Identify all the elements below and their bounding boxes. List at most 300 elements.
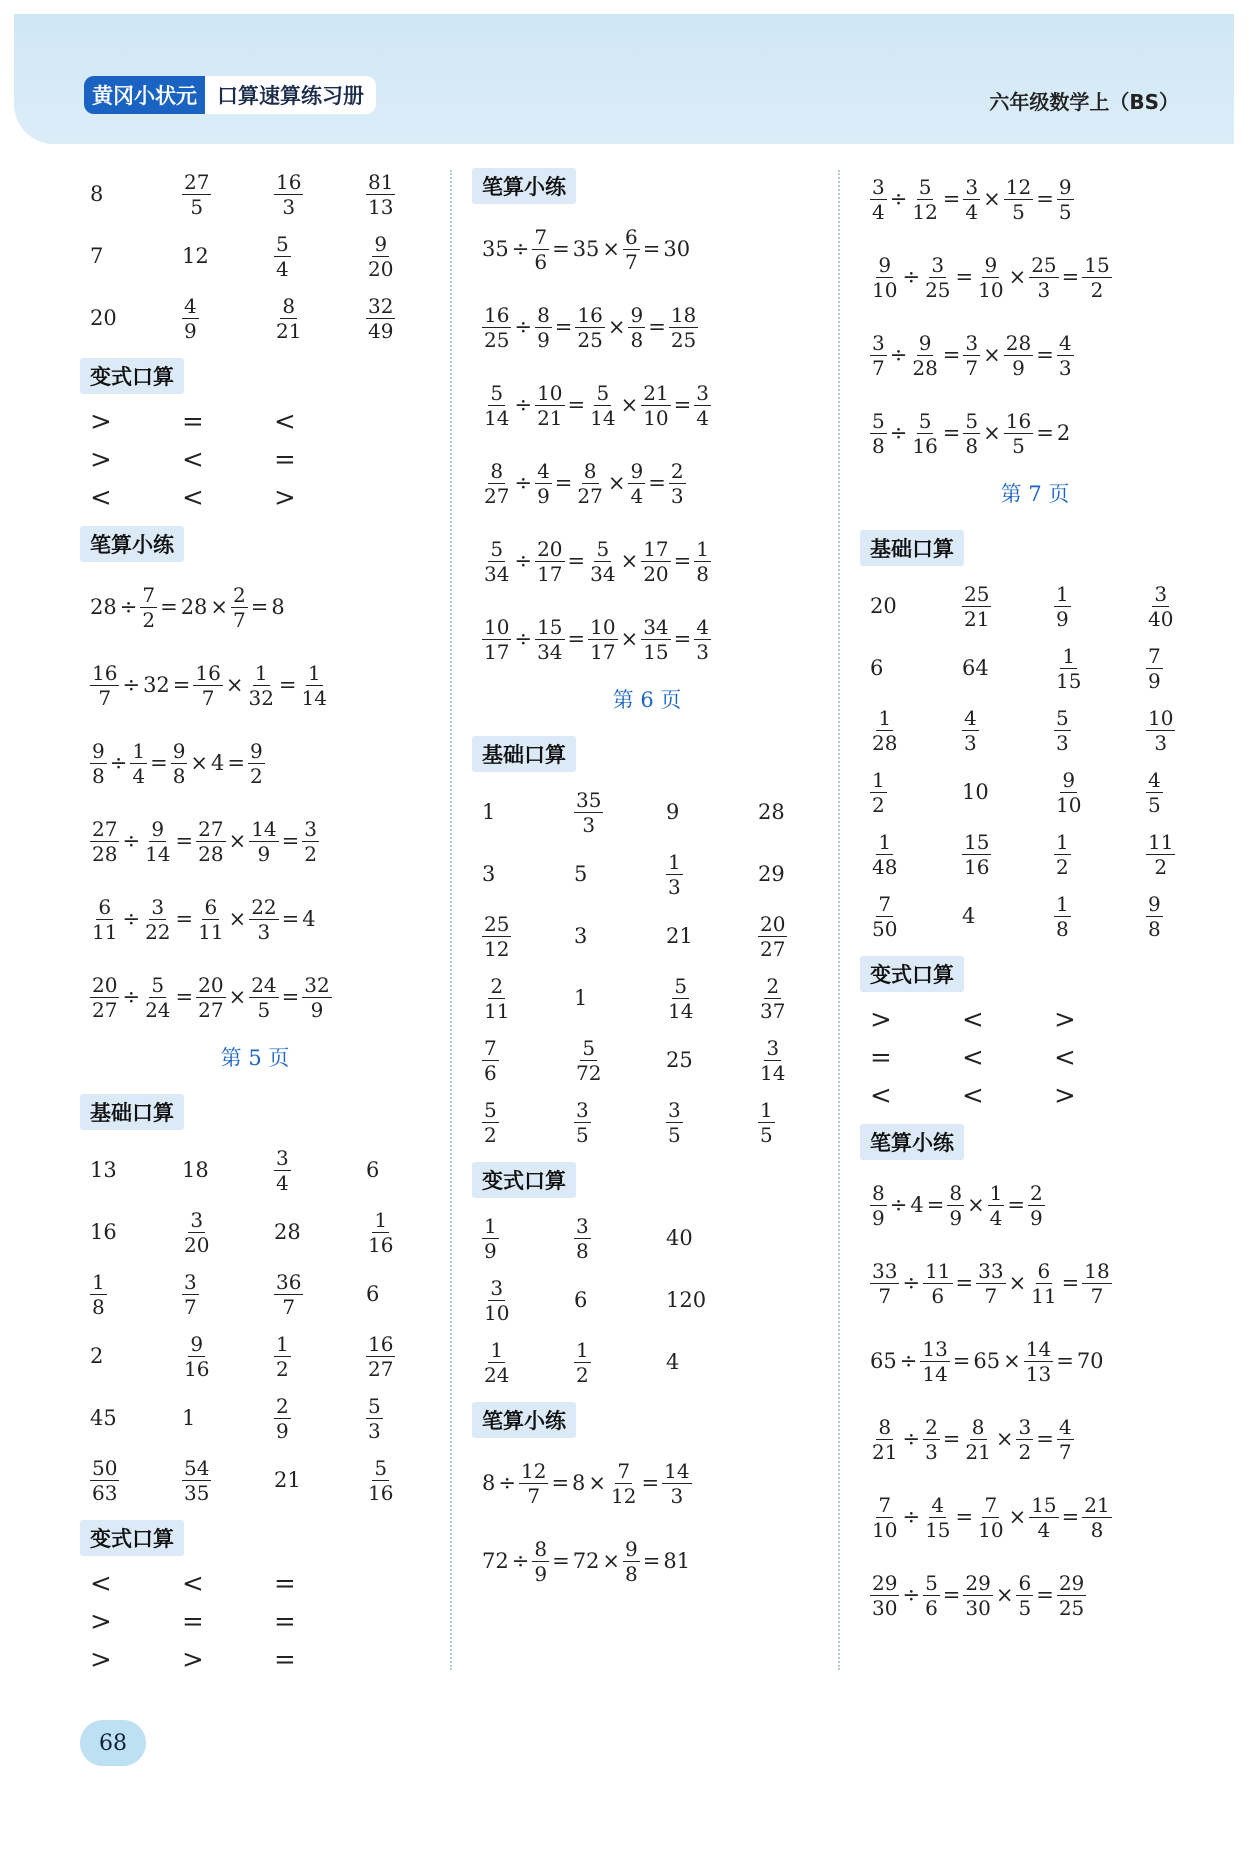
denominator: 7 <box>98 685 112 710</box>
answer-cell <box>366 166 458 222</box>
value: > <box>182 1645 204 1675</box>
answer-cell <box>366 1204 458 1260</box>
numerator: 25 <box>1031 252 1057 277</box>
denominator: 8 <box>92 763 105 788</box>
answer-cell <box>182 1390 274 1446</box>
denominator: 3 <box>1058 355 1072 380</box>
denominator: 9 <box>537 327 550 352</box>
operator: × <box>967 1193 985 1217</box>
numerator: 25 <box>484 911 510 936</box>
fraction <box>870 174 887 224</box>
fraction <box>143 972 172 1022</box>
answer-cell <box>666 908 758 964</box>
numerator: 3 <box>576 1097 589 1122</box>
equation <box>90 568 440 646</box>
answer-grid <box>90 166 440 346</box>
denominator: 9 <box>184 318 197 343</box>
answer-cell <box>870 578 962 634</box>
denominator: 4 <box>965 199 979 224</box>
answer-cell <box>182 166 274 222</box>
fraction <box>182 1269 199 1319</box>
numerator: 4 <box>931 1492 945 1517</box>
fraction <box>1054 643 1083 693</box>
answer-cell <box>274 228 366 284</box>
fraction <box>1057 174 1074 224</box>
denominator: 16 <box>368 1480 394 1505</box>
value: 2 <box>90 1344 104 1368</box>
numerator: 1 <box>668 849 681 874</box>
value: 70 <box>1076 1349 1104 1373</box>
denominator: 20 <box>368 256 394 281</box>
fraction <box>963 174 980 224</box>
denominator: 2 <box>1018 1439 1032 1464</box>
value: < <box>1054 1043 1076 1073</box>
numerator: 9 <box>630 458 644 483</box>
numerator: 20 <box>760 911 786 936</box>
equation <box>482 1522 832 1600</box>
numerator: 10 <box>1148 705 1174 730</box>
denominator: 63 <box>92 1480 118 1505</box>
equation <box>870 1322 1220 1400</box>
answer-cell <box>366 1452 458 1508</box>
denominator: 11 <box>92 919 118 944</box>
answer-cell <box>90 1390 182 1446</box>
fraction <box>870 330 887 380</box>
answer-cell <box>182 1266 274 1322</box>
value: < <box>870 1081 892 1111</box>
answer-cell <box>666 784 758 840</box>
answer-cell <box>666 970 758 1026</box>
operator: ÷ <box>122 907 141 931</box>
section-title: 基础口算 <box>860 530 964 566</box>
fraction <box>274 169 303 219</box>
denominator: 9 <box>310 997 324 1022</box>
answer-cell <box>90 444 182 476</box>
denominator: 7 <box>233 607 246 632</box>
numerator: 81 <box>368 169 394 194</box>
value: 8 <box>482 1471 496 1495</box>
operator: = <box>567 549 586 573</box>
equation <box>870 1244 1220 1322</box>
denominator: 27 <box>198 997 224 1022</box>
operator: = <box>955 1271 974 1295</box>
fraction <box>90 1269 107 1319</box>
page-label: 第 7 页 <box>1000 482 1070 506</box>
value: 72 <box>572 1549 600 1573</box>
value: 29 <box>758 862 785 886</box>
fraction <box>366 1393 383 1443</box>
fraction <box>575 458 604 508</box>
operator: = <box>567 393 586 417</box>
column-3 <box>850 160 1220 1634</box>
fraction <box>574 1213 591 1263</box>
answer-cell <box>182 482 274 514</box>
denominator: 34 <box>537 639 563 664</box>
denominator: 6 <box>534 249 548 274</box>
fraction <box>976 252 1005 302</box>
operator: = <box>648 315 666 339</box>
numerator: 3 <box>576 1213 589 1238</box>
answer-cell <box>870 826 962 882</box>
operator: ÷ <box>902 1505 921 1529</box>
operator: ÷ <box>122 673 141 697</box>
operator: = <box>150 751 168 775</box>
numerator: 2 <box>1030 1180 1043 1205</box>
value: 6 <box>366 1282 380 1306</box>
fraction <box>482 302 511 352</box>
fraction <box>482 1337 511 1387</box>
numerator: 8 <box>949 1180 963 1205</box>
numerator: 3 <box>696 380 709 405</box>
denominator: 5 <box>1148 792 1161 817</box>
answer-cell <box>1054 640 1146 696</box>
comparison-grid <box>90 1568 440 1676</box>
fraction <box>609 1458 638 1508</box>
value: > <box>870 1005 892 1035</box>
answer-cell <box>870 764 962 820</box>
numerator: 20 <box>92 972 118 997</box>
numerator: 33 <box>978 1258 1004 1283</box>
operator: = <box>175 985 194 1009</box>
numerator: 10 <box>537 380 563 405</box>
answer-cell <box>182 228 274 284</box>
operator: ÷ <box>889 1193 908 1217</box>
fraction <box>143 816 172 866</box>
numerator: 16 <box>484 302 510 327</box>
answer-cell <box>90 1328 182 1384</box>
denominator: 25 <box>484 327 510 352</box>
numerator: 4 <box>184 293 197 318</box>
value: 4 <box>302 907 316 931</box>
denominator: 8 <box>1090 1517 1104 1542</box>
fraction <box>963 408 980 458</box>
answer-cell <box>182 290 274 346</box>
fraction <box>171 738 188 788</box>
denominator: 16 <box>368 1232 394 1257</box>
numerator: 2 <box>670 458 684 483</box>
fraction <box>248 738 265 788</box>
operator: = <box>172 673 191 697</box>
denominator: 72 <box>576 1060 602 1085</box>
fraction <box>666 973 695 1023</box>
answer-cell <box>1146 764 1238 820</box>
value: 3 <box>482 862 496 886</box>
operator: × <box>228 829 247 853</box>
operator: ÷ <box>902 1271 921 1295</box>
answer-cell <box>870 888 962 944</box>
answer-cell <box>366 1142 458 1198</box>
numerator: 5 <box>965 408 979 433</box>
fraction <box>274 1145 291 1195</box>
numerator: 27 <box>92 816 118 841</box>
fraction <box>758 1035 787 1085</box>
equation-list <box>850 1166 1220 1634</box>
answer-grid <box>870 578 1220 944</box>
operator: = <box>926 1193 945 1217</box>
numerator: 4 <box>964 705 977 730</box>
numerator: 9 <box>630 302 644 327</box>
section-title: 变式口算 <box>472 1162 576 1198</box>
numerator: 20 <box>198 972 224 997</box>
answer-cell <box>870 702 962 758</box>
numerator: 5 <box>368 1393 381 1418</box>
value: 6 <box>574 1288 588 1312</box>
operator: = <box>1061 1505 1080 1529</box>
value: 35 <box>482 237 509 261</box>
operator: × <box>602 237 621 261</box>
operator: ÷ <box>889 421 908 445</box>
numerator: 32 <box>304 972 330 997</box>
fraction <box>274 231 291 281</box>
answer-cell <box>274 444 366 476</box>
fraction <box>628 458 645 508</box>
answer-cell <box>482 1032 574 1088</box>
denominator: 6 <box>931 1283 945 1308</box>
answer-cell <box>758 784 850 840</box>
numerator: 1 <box>989 1180 1003 1205</box>
value: 7 <box>90 244 104 268</box>
denominator: 5 <box>668 1122 681 1147</box>
value: < <box>90 483 112 513</box>
value: 3 <box>574 924 588 948</box>
operator: = <box>942 1583 961 1607</box>
fraction <box>662 1458 691 1508</box>
answer-cell <box>482 1094 574 1150</box>
numerator: 8 <box>583 458 597 483</box>
fraction <box>947 1180 964 1230</box>
numerator: 5 <box>596 380 610 405</box>
answer-cell <box>1054 826 1146 882</box>
denominator: 8 <box>92 1294 105 1319</box>
denominator: 2 <box>576 1362 589 1387</box>
denominator: 2 <box>872 792 885 817</box>
operator: = <box>673 393 692 417</box>
fraction <box>870 408 887 458</box>
operator: ÷ <box>122 829 141 853</box>
denominator: 16 <box>912 433 938 458</box>
denominator: 40 <box>1148 606 1174 631</box>
numerator: 1 <box>490 1337 504 1362</box>
fraction <box>366 1455 395 1505</box>
numerator: 8 <box>971 1414 985 1439</box>
fraction <box>962 581 991 631</box>
fraction <box>482 1213 499 1263</box>
equation <box>870 1478 1220 1556</box>
denominator: 7 <box>527 1483 541 1508</box>
numerator: 9 <box>92 738 105 763</box>
denominator: 27 <box>577 483 603 508</box>
numerator: 1 <box>276 1331 289 1356</box>
operator: × <box>607 471 626 495</box>
operator: ÷ <box>902 1427 921 1451</box>
section-title: 变式口算 <box>80 1520 184 1556</box>
answer-cell <box>90 1142 182 1198</box>
numerator: 9 <box>190 1331 204 1356</box>
denominator: 4 <box>989 1205 1003 1230</box>
section-title: 笔算小练 <box>860 1124 964 1160</box>
operator: × <box>225 673 244 697</box>
value: > <box>274 483 296 513</box>
answer-cell <box>274 1328 366 1384</box>
denominator: 12 <box>611 1483 637 1508</box>
denominator: 8 <box>172 763 186 788</box>
numerator: 9 <box>151 816 165 841</box>
answer-cell <box>366 290 458 346</box>
numerator: 3 <box>276 1145 289 1170</box>
value: < <box>182 445 204 475</box>
numerator: 12 <box>520 1458 547 1483</box>
denominator: 27 <box>92 997 118 1022</box>
equation-list <box>70 568 440 1036</box>
value: 120 <box>666 1288 707 1312</box>
denominator: 5 <box>190 194 204 219</box>
grade-label: 六年级数学上（BS） <box>989 90 1179 114</box>
denominator: 16 <box>184 1356 210 1381</box>
operator: = <box>552 237 570 261</box>
numerator: 3 <box>872 330 885 355</box>
answer-cell <box>758 1032 850 1088</box>
fraction <box>758 973 787 1023</box>
value: > <box>1054 1081 1076 1111</box>
denominator: 7 <box>282 1294 296 1319</box>
denominator: 49 <box>368 318 394 343</box>
fraction <box>482 973 511 1023</box>
brand-name: 黄冈小状元 <box>84 76 205 114</box>
operator: = <box>281 907 300 931</box>
fraction <box>90 738 107 788</box>
numerator: 8 <box>282 293 296 318</box>
numerator: 3 <box>766 1035 780 1060</box>
numerator: 2 <box>490 973 504 998</box>
denominator: 24 <box>484 1362 510 1387</box>
answer-cell <box>1054 888 1146 944</box>
answer-cell <box>366 228 458 284</box>
answer-cell <box>366 1266 458 1322</box>
denominator: 9 <box>1030 1205 1043 1230</box>
numerator: 5 <box>151 972 165 997</box>
operator: = <box>1036 187 1054 211</box>
answer-cell <box>758 970 850 1026</box>
value: = <box>274 1645 296 1675</box>
numerator: 3 <box>965 330 979 355</box>
equation <box>482 210 832 288</box>
fraction <box>519 1458 548 1508</box>
denominator: 5 <box>1058 199 1072 224</box>
denominator: 50 <box>872 916 898 941</box>
numerator: 3 <box>668 1097 681 1122</box>
numerator: 2 <box>276 1393 289 1418</box>
fraction <box>366 1331 395 1381</box>
equation-list <box>850 160 1220 472</box>
denominator: 2 <box>1154 854 1168 879</box>
denominator: 3 <box>368 1418 381 1443</box>
value: 2 <box>1056 421 1071 445</box>
operator: ÷ <box>511 1549 530 1573</box>
denominator: 21 <box>965 1439 991 1464</box>
operator: = <box>175 907 194 931</box>
denominator: 15 <box>1056 668 1082 693</box>
numerator: 1 <box>760 1097 773 1122</box>
comparison-grid <box>90 406 440 514</box>
denominator: 9 <box>1012 355 1025 380</box>
denominator: 3 <box>670 483 684 508</box>
numerator: 1 <box>1056 829 1069 854</box>
numerator: 14 <box>1025 1336 1052 1361</box>
answer-grid <box>90 1142 440 1508</box>
value: 45 <box>90 1406 117 1430</box>
operator: ÷ <box>514 393 533 417</box>
answer-cell <box>1054 578 1146 634</box>
numerator: 8 <box>534 1536 548 1561</box>
value: 28 <box>274 1220 301 1244</box>
denominator: 21 <box>964 606 990 631</box>
denominator: 2 <box>142 607 156 632</box>
numerator: 5 <box>925 1570 938 1595</box>
denominator: 25 <box>670 327 697 352</box>
denominator: 28 <box>198 841 224 866</box>
numerator: 9 <box>984 252 998 277</box>
numerator: 5 <box>596 536 610 561</box>
denominator: 10 <box>1056 792 1082 817</box>
denominator: 37 <box>760 998 786 1023</box>
answer-cell <box>482 970 574 1026</box>
value: 4 <box>211 751 225 775</box>
denominator: 2 <box>304 841 317 866</box>
operator: × <box>228 907 247 931</box>
denominator: 8 <box>1056 916 1069 941</box>
answer-cell <box>274 1204 366 1260</box>
fraction <box>90 660 119 710</box>
fraction <box>482 911 511 961</box>
answer-cell <box>1054 1080 1146 1112</box>
answer-cell <box>666 1334 758 1390</box>
value: = <box>182 1607 204 1637</box>
denominator: 14 <box>590 405 616 430</box>
column-1 <box>70 160 440 1680</box>
numerator: 8 <box>872 1180 885 1205</box>
fraction <box>669 458 686 508</box>
denominator: 3 <box>668 874 681 899</box>
numerator: 29 <box>965 1570 991 1595</box>
numerator: 17 <box>643 536 669 561</box>
denominator: 8 <box>630 327 644 352</box>
value: < <box>182 483 204 513</box>
answer-cell <box>90 1568 182 1600</box>
numerator: 54 <box>184 1455 210 1480</box>
operator: = <box>554 471 573 495</box>
denominator: 17 <box>537 561 563 586</box>
operator: = <box>1036 1427 1054 1451</box>
operator: × <box>228 985 247 1009</box>
fraction <box>758 1097 775 1147</box>
answer-cell <box>870 640 962 696</box>
value: 9 <box>666 800 680 824</box>
numerator: 36 <box>276 1269 302 1294</box>
fraction <box>1024 1336 1053 1386</box>
operator: × <box>1008 265 1027 289</box>
operator: × <box>983 343 1001 367</box>
denominator: 48 <box>872 854 898 879</box>
fraction <box>302 972 331 1022</box>
equation <box>870 238 1220 316</box>
operator: = <box>952 1349 971 1373</box>
fraction <box>1028 1180 1045 1230</box>
fraction <box>669 302 698 352</box>
fraction <box>588 380 617 430</box>
answer-cell <box>482 846 574 902</box>
operator: = <box>1036 1583 1054 1607</box>
value: 40 <box>666 1226 693 1250</box>
